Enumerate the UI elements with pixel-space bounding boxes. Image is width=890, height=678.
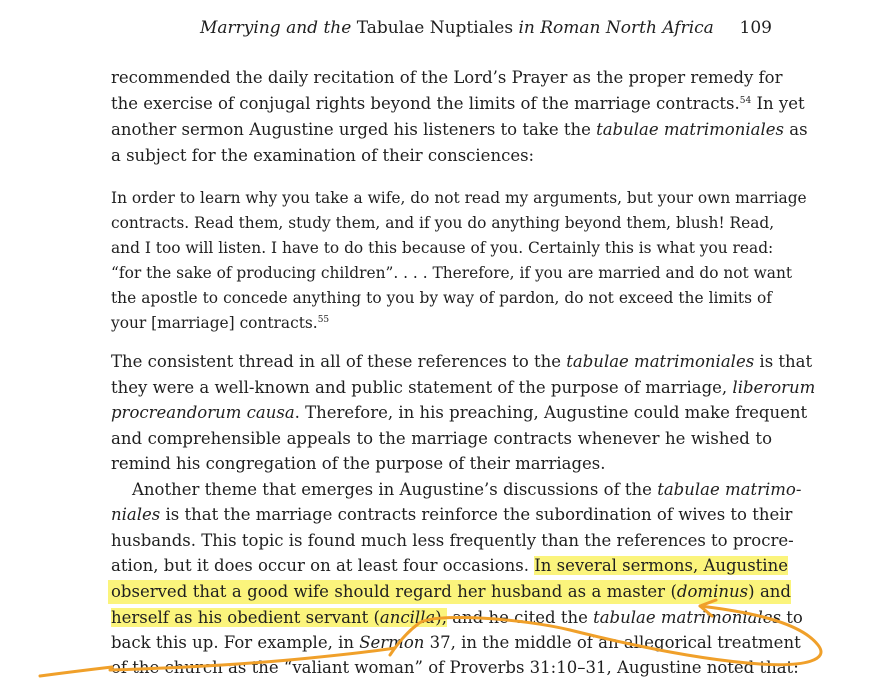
quote-line3-text: and I too will listen. I have to do this because of you. Certainly this is what you read: <box>111 239 774 257</box>
para1-line1-text: recommended the daily recitation of the Lord’s Prayer as the proper remedy for <box>111 68 783 87</box>
para2-line3-text: . Therefore, in his preaching, Augustine could make frequent <box>294 403 808 422</box>
running-title-part1: Marrying and the <box>200 18 352 38</box>
para2-line4-text: and comprehensible appeals to the marriage contracts whenever he wished to <box>111 429 772 448</box>
term-sermon: Sermon <box>359 633 425 652</box>
para3-line6-tail: to <box>780 608 803 627</box>
para3-line6-text: herself as his obedient servant ( <box>111 608 380 627</box>
para3-line8-tail: woman” of Proverbs 31:10–31, Augustine noted that: <box>349 658 799 677</box>
quote-line4-text: “for the sake of producing children”. . . . Therefore, if you are married and do not want <box>111 264 793 282</box>
quote-line1-text: In order to learn why you take a wife, do not read my arguments, but your own marriage <box>111 189 807 207</box>
page-number: 109 <box>739 18 772 38</box>
para2-line1-text: The consistent thread in all of these references to the <box>111 352 567 371</box>
term-niales: niales <box>111 505 161 524</box>
para3-line5-tail: ) and <box>748 582 791 601</box>
annotation-left-stroke <box>40 667 112 676</box>
para1-line4-text: a subject for the examination of their consciences: <box>111 146 535 165</box>
term-tabulae-matrimoniales-3: tabulae matrimoniales <box>593 608 781 627</box>
footnote-ref-55: 55 <box>317 315 330 325</box>
term-dominus: dominus <box>676 582 749 601</box>
running-title-part3: in Roman North Africa <box>518 18 714 38</box>
para3-line5-text: observed that a good wife should regard her husband as a master ( <box>111 582 677 601</box>
term-procreandorum-causa: procreandorum causa <box>111 403 295 422</box>
term-liberorum: liberorum <box>732 378 816 397</box>
para3-line7-text: back this up. For example, in <box>111 633 360 652</box>
para1-line3-tail: as <box>783 120 808 139</box>
para3-line2-text: is that the marriage contracts reinforce the subordination of wives to their <box>160 505 793 524</box>
para3-line6-hl-tail: ), <box>435 608 447 627</box>
term-tabulae-matrimo: tabulae matrimo- <box>657 480 802 499</box>
para3-line3-text: husbands. This topic is found much less frequently than the references to procre- <box>111 531 794 550</box>
highlight-span-1: In several sermons, Augustine <box>534 556 788 575</box>
quote-line2-text: contracts. Read them, study them, and if you do anything beyond them, blush! Read, <box>111 214 775 232</box>
para2-line1-tail: is that <box>754 352 813 371</box>
para3-line1-text: Another theme that emerges in Augustine’s discussions of the <box>132 480 658 499</box>
para2-line2-text: they were a well-known and public statement of the purpose of marriage, <box>111 378 733 397</box>
term-tabulae-matrimoniales: tabulae matrimoniales <box>596 120 784 139</box>
annotation-underline-stroke <box>110 648 395 670</box>
term-ancilla: ancilla <box>379 608 436 627</box>
quote-line5-text: the apostle to concede anything to you by way of pardon, do not exceed the limits of <box>111 289 772 307</box>
annotation-arrow-stroke <box>390 606 821 665</box>
term-tabulae-matrimoniales-2: tabulae matrimoniales <box>566 352 755 371</box>
quote-line6-text: your [marriage] contracts. <box>111 314 318 332</box>
para1-line3-text: another sermon Augustine urged his listeners to take the <box>111 120 597 139</box>
term-valiant: valiant <box>292 658 350 677</box>
para3-line7-tail: 37, in the middle of an allegorical treatment <box>424 633 801 652</box>
para2-line5-text: remind his congregation of the purpose of their marriages. <box>111 454 606 473</box>
footnote-ref-54: 54 <box>739 96 752 106</box>
para1-line2-tail: In yet <box>751 94 805 113</box>
para3-line8-text: of the church as the “ <box>111 658 293 677</box>
para3-line6-mid: and he cited the <box>446 608 594 627</box>
running-title-part2: Tabulae Nuptiales <box>356 18 514 38</box>
para1-line2-text: the exercise of conjugal rights beyond the limits of the marriage contracts. <box>111 94 740 113</box>
para3-line4-text: ation, but it does occur on at least four occasions. <box>111 556 535 575</box>
